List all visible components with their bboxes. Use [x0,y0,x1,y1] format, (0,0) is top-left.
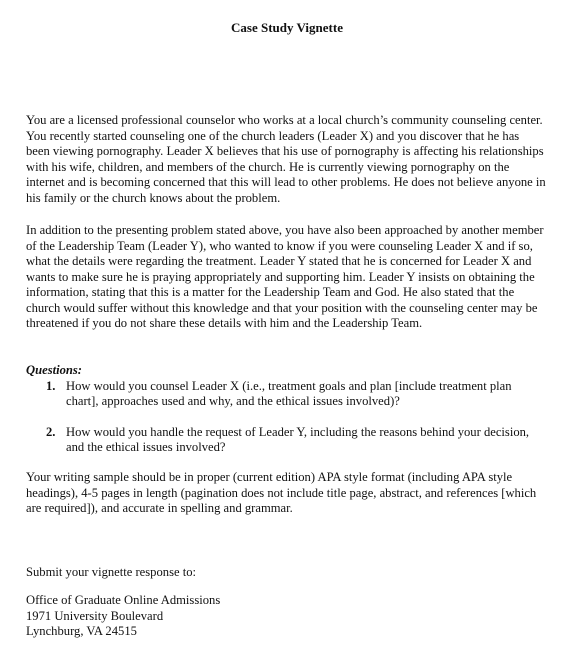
questions-heading: Questions: [26,363,82,377]
address-line: Office of Graduate Online Admissions [26,593,221,607]
paragraph-writing-requirements: Your writing sample should be in proper (current edition) APA style format (including APA style headings), 4-5 pages in length (pagination does not include title page, abstract, and references [which are required]), and accurate in spelling and grammar. [26,470,537,515]
paragraph-submit-instructions: Submit your vignette response to: [26,565,196,579]
address-line: Lynchburg, VA 24515 [26,624,137,638]
page-title: Case Study Vignette [231,20,343,35]
question-item [46,425,546,456]
question-number: 1. [46,378,56,393]
paragraph-scenario: You are a licensed professional counselor who works at a local church’s community counseling center. You recently started counseling one of the church leaders (Leader X) and you discover that he has been viewing pornography. Leader X believes that his use of pornography is affecting his relationships with his wife, children, and members of the church. He is currently viewing pornography on the internet and is becoming concerned that this will lead to other problems. He does not believe anyone in his family or the church knows about the problem. [26,113,546,205]
paragraph-leader-y: In addition to the presenting problem stated above, you have also been approached by another member of the Leadership Team (Leader Y), who wanted to know if you were counseling Leader X and if so, what the details were regarding the treatment. Leader Y stated that he is concerned for Leader X and wants to make sure he is praying appropriately and supporting him. Leader Y insists on obtaining the information, stating that this is a matter for the Leadership Team and God. He also stated that the church would suffer without this knowledge and that your position with the counseling center may be threatened if you do not share these details with him and the Leadership Team. [26,223,544,330]
question-item [46,379,546,410]
question-text: How would you handle the request of Leader Y, including the reasons behind your decision, and the ethical issues involved? [66,424,530,454]
questions-section [26,363,546,456]
address-line: 1971 University Boulevard [26,608,164,623]
mailing-address [26,593,546,640]
question-number: 2. [46,424,56,439]
question-text: How would you counsel Leader X (i.e., treatment goals and plan [include treatment plan chart], approaches used and why, and the ethical issues involved)? [66,378,512,408]
